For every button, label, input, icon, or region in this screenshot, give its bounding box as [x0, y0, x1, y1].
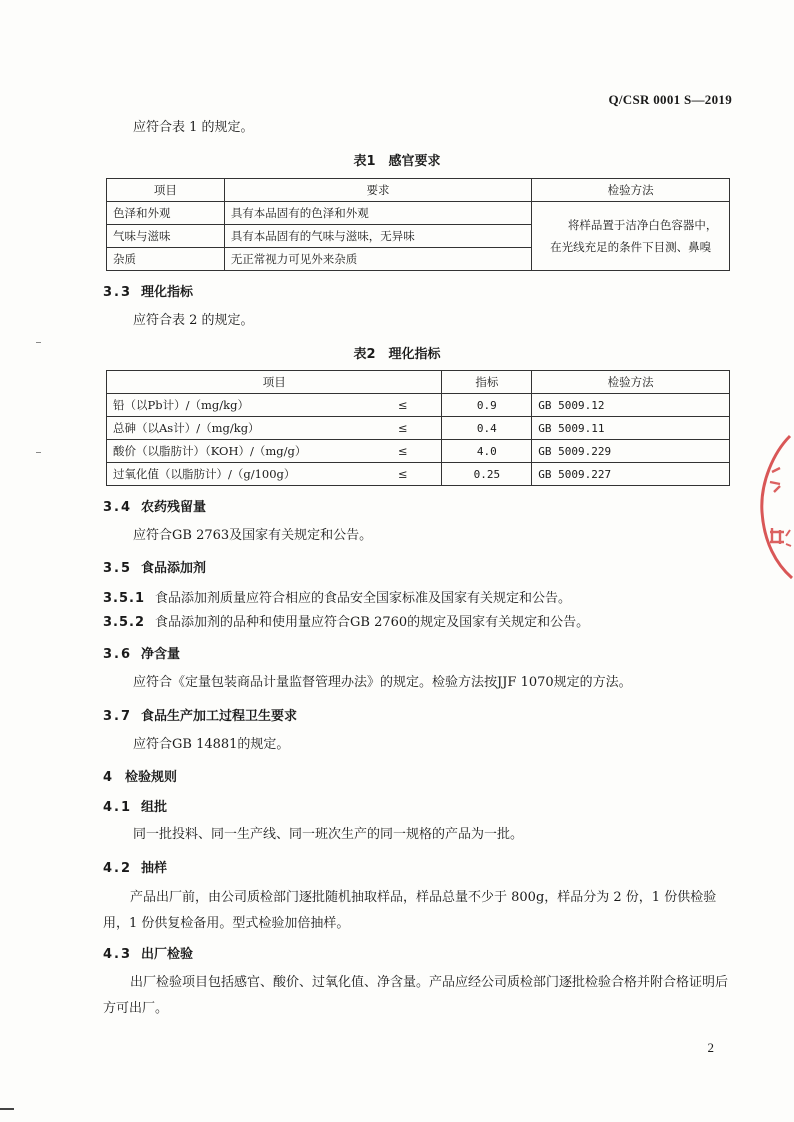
row-method: GB 5009.11	[532, 417, 730, 440]
section-heading	[103, 705, 297, 724]
row-method: GB 5009.229	[532, 440, 730, 463]
row-operator: ≤	[364, 463, 442, 486]
row-requirement: 具有本品固有的气味与滋味，无异味	[224, 225, 531, 248]
section-text: 同一批投料、同一生产线、同一班次生产的同一规格的产品为一批。	[133, 827, 524, 842]
section-text: 出厂检验项目包括感官、酸价、过氧化值、净含量。产品应经公司质检部门逐批检验合格并附合格证明后方可出厂。	[103, 975, 729, 1016]
chapter-heading	[103, 766, 177, 785]
table1-caption: 表1 感官要求	[353, 154, 441, 169]
subsection-number: 3.5.2	[103, 615, 146, 630]
col-header-item: 项目	[107, 179, 225, 202]
section-number: 3.7	[103, 709, 133, 724]
page-number: 2	[707, 1040, 714, 1055]
chapter-title: 检验规则	[125, 770, 178, 785]
method-cell	[532, 202, 730, 271]
table2-caption: 表2 理化指标	[353, 347, 441, 362]
row-operator: ≤	[364, 440, 442, 463]
col-header-index: 指标	[442, 371, 532, 394]
row-operator: ≤	[364, 417, 442, 440]
section-number: 3.4	[103, 500, 133, 515]
section-title: 净含量	[141, 647, 181, 662]
table-row	[107, 394, 730, 417]
section-number: 4.3	[103, 947, 133, 962]
section-text: 应符合GB 2763及国家有关规定和公告。	[133, 528, 373, 543]
section-heading	[103, 496, 206, 515]
subsection-number: 3.5.1	[103, 591, 146, 606]
section-title: 出厂检验	[141, 947, 194, 962]
subsection-item	[103, 611, 589, 630]
row-requirement: 无正常视力可见外来杂质	[224, 248, 531, 271]
row-item: 铅（以Pb计）/（mg/kg）	[107, 394, 365, 417]
section-title: 食品添加剂	[141, 561, 207, 576]
row-item: 酸价（以脂肪计）（KOH）/（mg/g）	[107, 440, 365, 463]
row-item: 色泽和外观	[107, 202, 225, 225]
row-item: 气味与滋味	[107, 225, 225, 248]
subsection-text: 食品添加剂质量应符合相应的食品安全国家标准及国家有关规定和公告。	[155, 591, 572, 606]
scan-mark	[0, 1108, 14, 1110]
section-text: 应符合表 2 的规定。	[133, 313, 254, 328]
table-row	[107, 440, 730, 463]
sensory-table	[106, 178, 730, 271]
section-heading	[103, 643, 180, 662]
section-number: 3.5	[103, 561, 133, 576]
col-header-requirement: 要求	[224, 179, 531, 202]
intro-line: 应符合表 1 的规定。	[133, 120, 254, 135]
scan-mark	[36, 342, 41, 343]
section-heading	[103, 281, 193, 300]
row-item: 杂质	[107, 248, 225, 271]
row-value: 0.25	[442, 463, 532, 486]
section-title: 抽样	[141, 861, 168, 876]
col-header-method: 检验方法	[532, 371, 730, 394]
table-row	[107, 202, 730, 225]
standard-code: Q/CSR 0001 S—2019	[608, 92, 732, 107]
row-value: 0.9	[442, 394, 532, 417]
col-header-method: 检验方法	[532, 179, 730, 202]
section-number: 4.2	[103, 861, 133, 876]
section-title: 理化指标	[141, 285, 194, 300]
seal-stamp-image	[750, 432, 794, 582]
section-title: 农药残留量	[141, 500, 207, 515]
row-item: 过氧化值（以脂肪计）/（g/100g）	[107, 463, 365, 486]
chapter-number: 4	[103, 770, 113, 785]
row-value: 4.0	[442, 440, 532, 463]
row-method: GB 5009.227	[532, 463, 730, 486]
table-header-row	[107, 179, 730, 202]
row-method: GB 5009.12	[532, 394, 730, 417]
section-text: 产品出厂前，由公司质检部门逐批随机抽取样品，样品总量不少于 800g，样品分为 2 份，1 份供检验用，1 份供复检备用。型式检验加倍抽样。	[103, 890, 717, 931]
section-text: 应符合《定量包装商品计量监督管理办法》的规定。检验方法按JJF 1070规定的方法。	[133, 675, 632, 690]
row-operator: ≤	[364, 394, 442, 417]
section-heading	[103, 943, 193, 962]
method-line-2: 在光线充足的条件下目测、鼻嗅	[550, 240, 712, 254]
subsection-item	[103, 587, 571, 606]
section-heading	[103, 557, 206, 576]
section-number: 4.1	[103, 800, 133, 815]
section-title: 食品生产加工过程卫生要求	[141, 709, 298, 724]
table-header-row	[107, 371, 730, 394]
section-title: 组批	[141, 800, 168, 815]
table-row	[107, 417, 730, 440]
section-heading	[103, 796, 167, 815]
subsection-text: 食品添加剂的品种和使用量应符合GB 2760的规定及国家有关规定和公告。	[155, 615, 590, 630]
section-heading	[103, 857, 167, 876]
physchem-table	[106, 370, 730, 486]
section-number: 3.3	[103, 285, 133, 300]
row-value: 0.4	[442, 417, 532, 440]
row-requirement: 具有本品固有的色泽和外观	[224, 202, 531, 225]
scan-mark	[36, 452, 41, 453]
section-number: 3.6	[103, 647, 133, 662]
section-text: 应符合GB 14881的规定。	[133, 737, 290, 752]
col-header-item: 项目	[107, 371, 442, 394]
row-item: 总砷（以As计）/（mg/kg）	[107, 417, 365, 440]
table-row	[107, 463, 730, 486]
method-line-1: 将样品置于洁净白色容器中，	[567, 218, 718, 232]
